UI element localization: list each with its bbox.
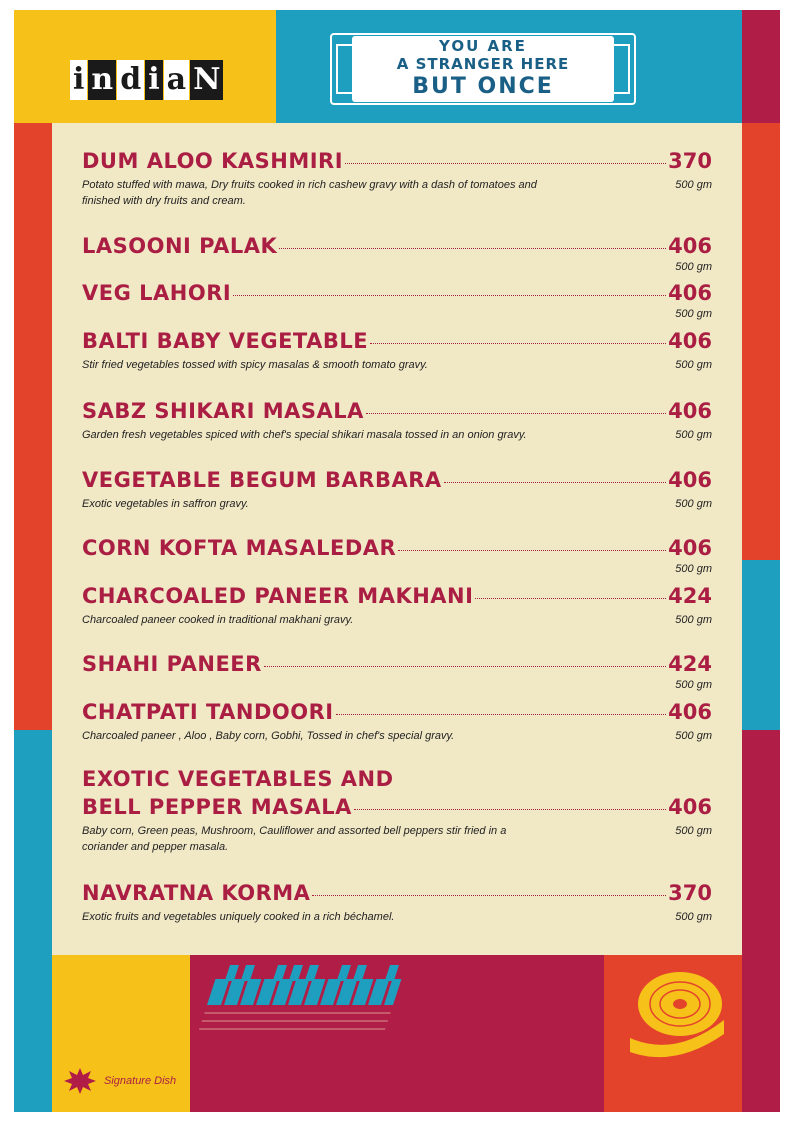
dish-description: Garden fresh vegetables spiced with chef's special shikari masala tossed in an onion gravy. [82, 429, 527, 441]
dish-description [82, 306, 542, 322]
dish-quantity: 500 gm [675, 261, 712, 273]
vinyl-record-icon [620, 968, 730, 1063]
tagline-line-1: YOU ARE [439, 37, 527, 55]
signature-label: Signature Dish [104, 1075, 177, 1087]
piano-keys-icon [196, 965, 406, 1045]
leader-dots [233, 295, 666, 296]
logo-letter: i [145, 60, 162, 100]
dish-quantity: 500 gm [675, 825, 712, 837]
dish-description [82, 677, 542, 693]
dish-price: 406 [668, 468, 712, 492]
menu-item [82, 148, 712, 209]
menu-item [82, 398, 712, 443]
dish-quantity: 500 gm [675, 563, 712, 575]
dish-description: Charcoaled paneer , Aloo , Baby corn, Gobhi, Tossed in chef's special gravy. [82, 730, 455, 742]
dish-quantity: 500 gm [675, 679, 712, 691]
leader-dots [336, 714, 667, 715]
brand-logo [70, 60, 223, 100]
dish-name: SHAHI PANEER [82, 652, 262, 676]
frame-block-left-blue [14, 730, 52, 1112]
menu-item [82, 699, 712, 744]
dish-description: Charcoaled paneer cooked in traditional makhani gravy. [82, 614, 354, 626]
dish-description: Stir fried vegetables tossed with spicy masalas & smooth tomato gravy. [82, 359, 428, 371]
menu-item [82, 328, 712, 373]
dish-name: BELL PEPPER MASALA [82, 795, 352, 819]
leader-dots [475, 598, 666, 599]
dish-description: Potato stuffed with mawa, Dry fruits cooked in rich cashew gravy with a dash of tomatoes and finished with dry fruits and cream. [82, 179, 537, 207]
dish-name: CHARCOALED PANEER MAKHANI [82, 584, 474, 608]
menu-item [82, 280, 712, 322]
dish-description [82, 561, 542, 577]
dish-name: DUM ALOO KASHMIRI [82, 149, 344, 173]
dish-quantity: 500 gm [675, 614, 712, 626]
frame-block-right-red [742, 123, 780, 560]
dish-quantity: 500 gm [675, 730, 712, 742]
dish-price: 406 [668, 700, 712, 724]
dish-price: 406 [668, 329, 712, 353]
dish-quantity: 500 gm [675, 498, 712, 510]
logo-letter: n [88, 60, 116, 100]
menu-item [82, 764, 712, 855]
logo-letter: d [117, 60, 144, 100]
dish-description: Exotic fruits and vegetables uniquely cooked in a rich béchamel. [82, 911, 395, 923]
menu-item [82, 233, 712, 275]
sign-cap-right [612, 44, 630, 94]
menu-item [82, 467, 712, 512]
dish-name: LASOONI PALAK [82, 234, 278, 258]
leader-dots [312, 895, 666, 896]
dish-quantity: 500 gm [675, 359, 712, 371]
dish-price: 406 [668, 399, 712, 423]
menu-item [82, 880, 712, 925]
leader-dots [398, 550, 666, 551]
leader-dots [279, 248, 666, 249]
dish-price: 406 [668, 795, 712, 819]
leader-dots [354, 809, 666, 810]
dish-price: 370 [668, 881, 712, 905]
dish-name: SABZ SHIKARI MASALA [82, 399, 364, 423]
menu-item [82, 651, 712, 693]
tagline-line-2: A STRANGER HERE [396, 55, 570, 73]
frame-block-maroon-top [742, 10, 780, 123]
dish-price: 406 [668, 234, 712, 258]
dish-price: 424 [668, 652, 712, 676]
tagline-line-3: BUT ONCE [412, 74, 554, 99]
dish-name: CHATPATI TANDOORI [82, 700, 334, 724]
logo-letter: i [70, 60, 87, 100]
dish-description: Baby corn, Green peas, Mushroom, Cauliflower and assorted bell peppers stir fried in a coriander and pepper masala. [82, 825, 507, 853]
dish-quantity: 500 gm [675, 308, 712, 320]
frame-block-right-blue [742, 560, 780, 730]
leader-dots [264, 666, 666, 667]
dish-quantity: 500 gm [675, 429, 712, 441]
leader-dots [444, 482, 667, 483]
signature-legend [64, 1068, 176, 1094]
dish-description: Exotic vegetables in saffron gravy. [82, 498, 249, 510]
dish-quantity: 500 gm [675, 911, 712, 923]
dish-name: VEGETABLE BEGUM BARBARA [82, 468, 442, 492]
leader-dots [370, 343, 666, 344]
starburst-icon [64, 1068, 96, 1094]
menu-item [82, 583, 712, 628]
menu-item [82, 535, 712, 577]
frame-block-left-red [14, 123, 52, 730]
logo-letter: N [190, 60, 223, 100]
dish-price: 406 [668, 536, 712, 560]
dish-name-line-1: EXOTIC VEGETABLES AND [82, 767, 394, 791]
leader-dots [366, 413, 666, 414]
dish-price: 406 [668, 281, 712, 305]
tagline-sign [352, 36, 614, 102]
dish-name: NAVRATNA KORMA [82, 881, 311, 905]
dish-name: CORN KOFTA MASALEDAR [82, 536, 397, 560]
logo-letter: a [164, 60, 189, 100]
dish-description [82, 259, 542, 275]
dish-name: BALTI BABY VEGETABLE [82, 329, 369, 353]
dish-quantity: 500 gm [675, 179, 712, 191]
dish-price: 424 [668, 584, 712, 608]
leader-dots [345, 163, 666, 164]
dish-name: VEG LAHORI [82, 281, 232, 305]
frame-block-right-maroon [742, 730, 780, 1112]
dish-price: 370 [668, 149, 712, 173]
